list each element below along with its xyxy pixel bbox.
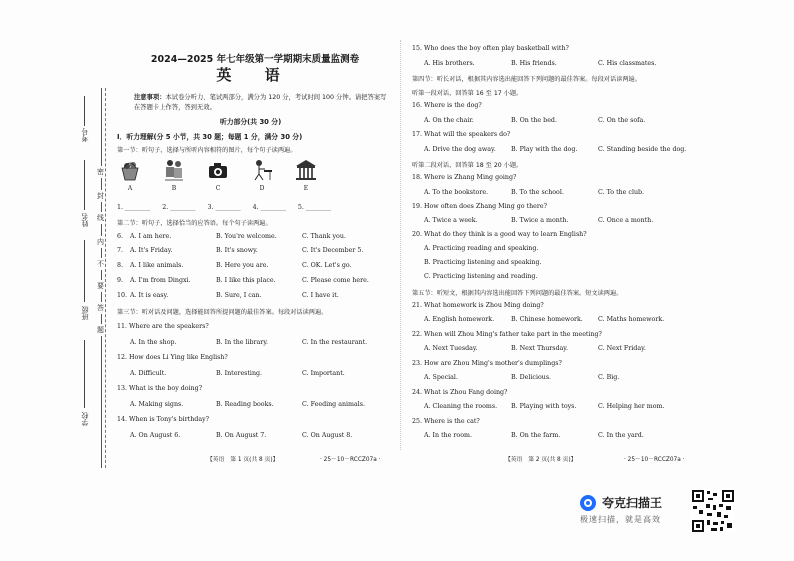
- picture-label: A: [127, 185, 133, 192]
- option-c: C. Feeding animals.: [302, 401, 366, 408]
- question-text: 23. How are Zhou Ming's mother's dumplings?: [412, 360, 562, 367]
- subject-title: 英 语: [216, 66, 294, 84]
- scanner-name: 夸克扫描王: [602, 496, 663, 510]
- part2-instruction: 第二节：听句子，选择恰当的应答语。每个句子读两遍。: [117, 220, 272, 227]
- option-c: C. I have it.: [302, 292, 339, 299]
- answer-blanks: [117, 204, 331, 211]
- option-b: B. His friends.: [511, 60, 557, 67]
- option-b: B. To the school.: [511, 189, 564, 196]
- option-b: B. Practicing listening and speaking.: [424, 259, 542, 266]
- exam-number-label: 考号: [81, 128, 89, 142]
- option-c: C. In the yard.: [598, 432, 644, 439]
- picture-e: [295, 158, 317, 182]
- seal-word: 题: [97, 326, 104, 334]
- option-b: B. Play with the dog.: [511, 146, 578, 153]
- people-icon: [163, 158, 185, 182]
- scanner-logo-icon: [580, 495, 596, 511]
- option-a: A. In the room.: [424, 432, 472, 439]
- picture-d: [251, 158, 273, 182]
- option-c: C. Thank you.: [302, 233, 346, 240]
- camera-icon: [207, 158, 229, 182]
- option-c: C. OK. Let's go.: [302, 262, 352, 269]
- picture-choices: [117, 158, 327, 194]
- answer-blank: 5. ________: [297, 204, 332, 211]
- option-b: B. On the bed.: [511, 117, 557, 124]
- option-a: A. Next Tuesday.: [424, 345, 478, 352]
- answer-blank: 2. ________: [162, 204, 196, 211]
- page-divider: [400, 40, 401, 450]
- seal-word: 封: [97, 192, 104, 200]
- name-label: 姓名: [81, 213, 89, 227]
- exam-notice: [134, 93, 392, 113]
- question-text: 11. Where are the speakers?: [117, 323, 209, 330]
- question-text: 13. What is the boy doing?: [117, 385, 203, 392]
- option-c: C. Big.: [598, 374, 620, 381]
- question-text: 12. How does Li Ying like English?: [117, 354, 228, 361]
- picture-label: E: [303, 185, 309, 192]
- option-b: B. On August 7.: [216, 432, 267, 439]
- school-label: 学校: [81, 412, 89, 426]
- option-a: A. To the bookstore.: [424, 189, 489, 196]
- question-number: 10.: [117, 292, 128, 299]
- question-text: 21. What homework is Zhou Ming doing?: [412, 302, 544, 309]
- seal-word: 不: [97, 260, 104, 268]
- question-text: 24. What is Zhou Fang doing?: [412, 389, 508, 396]
- footer-code-2: · 25－10－RCCZ07a ·: [624, 457, 685, 463]
- option-c: C. Once a month.: [598, 217, 654, 224]
- question-text: 19. How often does Zhang Ming go there?: [412, 203, 547, 210]
- question-number: 8.: [117, 262, 124, 269]
- notice-label: 注意事项：: [134, 94, 166, 101]
- question-text: 20. What do they think is a good way to learn English?: [412, 231, 587, 238]
- part1-instruction: 第一节：听句子，选择与所听内容相符的图片，每个句子读两遍。: [117, 147, 297, 154]
- option-a: A. Drive the dog away.: [424, 146, 496, 153]
- option-c: C. To the club.: [598, 189, 645, 196]
- option-a: A. Cleaning the rooms.: [424, 403, 498, 410]
- option-a: A. I'm from Dingxi.: [130, 277, 191, 284]
- binding-line: [101, 88, 102, 468]
- picture-label: C: [215, 185, 221, 192]
- option-a: A. I like animals.: [130, 262, 184, 269]
- option-b: B. Here you are.: [216, 262, 269, 269]
- option-b: B. Next Thursday.: [511, 345, 569, 352]
- option-c: C. On August 8.: [302, 432, 353, 439]
- option-c: C. Helping her mom.: [598, 403, 665, 410]
- exam-title: 2024—2025 年七年级第一学期期末质量监测卷: [150, 54, 360, 65]
- option-b: B. Chinese homework.: [511, 316, 583, 323]
- picture-label: D: [259, 185, 265, 192]
- class-label: 班级: [81, 306, 89, 320]
- qr-code-icon: [691, 489, 735, 533]
- question-number: 6.: [117, 233, 124, 240]
- seal-word: 线: [97, 214, 104, 222]
- option-c: C. On the sofa.: [598, 117, 646, 124]
- option-a: A. Difficult.: [130, 370, 167, 377]
- option-a: A. On the chair.: [424, 117, 474, 124]
- option-a: A. Practicing reading and speaking.: [424, 245, 539, 252]
- picture-c: [207, 158, 229, 182]
- option-b: B. You're welcome.: [216, 233, 277, 240]
- question-text: 14. When is Tony's birthday?: [117, 416, 210, 423]
- option-b: B. Sure, I can.: [216, 292, 262, 299]
- question-number: 9.: [117, 277, 124, 284]
- picture-label: B: [171, 185, 177, 192]
- seal-word: 内: [97, 238, 104, 246]
- question-text: 25. Where is the cat?: [412, 418, 480, 425]
- option-c: C. Practicing listening and reading.: [424, 273, 538, 280]
- option-b: B. It's snowy.: [216, 247, 258, 254]
- option-a: A. Making signs.: [130, 401, 184, 408]
- question-number: 7.: [117, 247, 124, 254]
- seal-word: 答: [97, 304, 104, 312]
- option-a: A. Special.: [424, 374, 458, 381]
- option-b: B. I like this place.: [216, 277, 276, 284]
- option-c: C. In the restaurant.: [302, 339, 368, 346]
- basket-icon: [119, 158, 141, 182]
- option-b: B. Delicious.: [511, 374, 552, 381]
- footer-page-2: 【英语 第 2 页(共 8 页)】: [505, 457, 577, 463]
- dialog2-instruction: 听第二段对话，回答第 18 至 20 小题。: [412, 162, 523, 169]
- question-text: 17. What will the speakers do?: [412, 131, 511, 138]
- option-c: C. Next Friday.: [598, 345, 646, 352]
- option-c: C. Important.: [302, 370, 345, 377]
- option-b: B. In the library.: [216, 339, 269, 346]
- option-a: A. I am here.: [130, 233, 172, 240]
- option-b: B. Twice a month.: [511, 217, 569, 224]
- seal-word: 要: [97, 282, 104, 290]
- question-text: 16. Where is the dog?: [412, 102, 482, 109]
- answer-blank: 1. ________: [117, 204, 151, 211]
- scanner-slogan: 极速扫描，就是高效: [580, 515, 661, 524]
- notice-text: 本试卷分听力、笔试两部分，满分为 120 分，考试时间 100 分钟。请把答案写在答题卡上作答，答到无效。: [134, 94, 387, 111]
- option-b: B. Playing with toys.: [511, 403, 577, 410]
- footer-code-1: · 25－10－RCCZ07a ·: [320, 457, 381, 463]
- answer-blank: 3. ________: [207, 204, 241, 211]
- option-a: A. His brothers.: [424, 60, 475, 67]
- binding-dashed-line: [105, 88, 106, 468]
- person-desk-icon: [251, 158, 273, 182]
- option-b: B. Interesting.: [216, 370, 263, 377]
- option-a: A. English homework.: [424, 316, 495, 323]
- option-a: A. On August 6.: [130, 432, 181, 439]
- section4-instruction: 第四节：听长对话，根据其内容选出能回答下列问题的最佳答案。每段对话读两遍。: [412, 76, 641, 83]
- answer-blank: 4. ________: [252, 204, 286, 211]
- option-a: A. Twice a week.: [424, 217, 478, 224]
- part3-instruction: 第三节：听对话及问题，选择能回答所提问题的最佳答案。每段对话读两遍。: [117, 309, 328, 316]
- section1-header: I．听力理解(分 5 小节，共 30 题；每题 1 分，满分 30 分): [117, 133, 303, 141]
- option-a: A. It's Friday.: [130, 247, 173, 254]
- option-a: A. It is easy.: [130, 292, 169, 299]
- picture-a: [119, 158, 141, 182]
- question-text: 18. Where is Zhang Ming going?: [412, 174, 517, 181]
- question-text: 22. When will Zhou Ming's father take part in the meeting?: [412, 331, 602, 338]
- option-b: B. Reading books.: [216, 401, 274, 408]
- option-c: C. Please come here.: [302, 277, 369, 284]
- seal-word: 密: [97, 168, 104, 176]
- option-c: C. Maths homework.: [598, 316, 665, 323]
- building-icon: [295, 158, 317, 182]
- listening-title: 听力部分(共 30 分): [220, 118, 282, 126]
- dialog1-instruction: 听第一段对话，回答第 16 至 17 小题。: [412, 90, 523, 97]
- option-b: B. On the farm.: [511, 432, 561, 439]
- option-c: C. His classmates.: [598, 60, 657, 67]
- question-text: 15. Who does the boy often play basketball with?: [412, 45, 569, 52]
- option-a: A. In the shop.: [130, 339, 177, 346]
- qr-code-graphic: [691, 489, 735, 533]
- binding-margin: [0, 0, 112, 480]
- footer-page-1: 【英语 第 1 页(共 8 页)】: [207, 457, 279, 463]
- option-c: C. It's December 5.: [302, 247, 364, 254]
- picture-b: [163, 158, 185, 182]
- section5-instruction: 第五节：听短文，根据其内容选出能回答下列问题的最佳答案。短文读两遍。: [412, 290, 623, 297]
- option-c: C. Standing beside the dog.: [598, 146, 687, 153]
